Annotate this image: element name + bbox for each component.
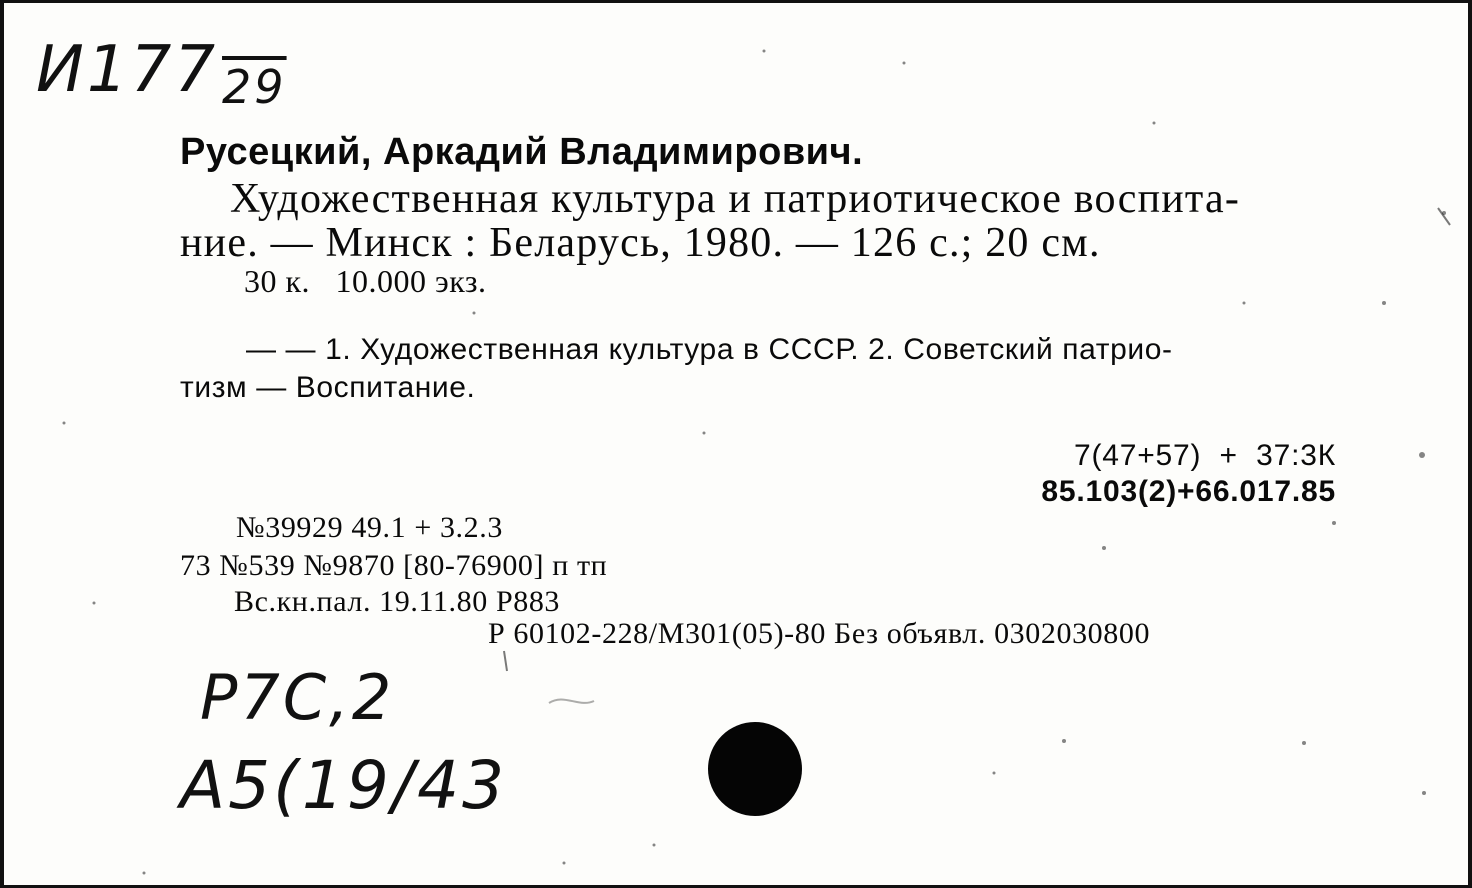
subjects-line-2: тизм — Воспитание. xyxy=(180,371,476,404)
tech-line-4: Р 60102-228/М301(05)-80 Без объявл. 0302030800 xyxy=(488,617,1151,650)
handwritten-note-1: Р7С,2 xyxy=(200,661,395,734)
author-heading: Русецкий, Аркадий Владимирович. xyxy=(180,131,864,173)
punch-hole xyxy=(708,722,802,816)
classification-line-1: 7(47+57) + 37:3К xyxy=(1073,439,1336,472)
tech-line-1: №39929 49.1 + 3.2.3 xyxy=(236,511,503,544)
title-line-1: Художественная культура и патриотическое воспита- xyxy=(230,176,1241,222)
tech-line-3: Вс.кн.пал. 19.11.80 Р883 xyxy=(234,585,561,618)
price-print-run: 30 к. 10.000 экз. xyxy=(244,263,487,299)
handwritten-shelf-mark xyxy=(36,33,287,114)
tech-line-2: 73 №539 №9870 [80-76900] п тп xyxy=(180,549,608,582)
subjects-line-1: — — 1. Художественная культура в СССР. 2. Советский патрио- xyxy=(246,333,1173,366)
handwritten-note-2: А5(19/43 xyxy=(180,747,508,824)
shelf-mark-fraction: 29 xyxy=(222,60,287,114)
title-line-2: ние. — Минск : Беларусь, 1980. — 126 с.; 20 см. xyxy=(180,220,1101,266)
classification-line-2: 85.103(2)+66.017.85 xyxy=(1041,475,1336,508)
shelf-mark-text: И177 xyxy=(36,33,219,107)
